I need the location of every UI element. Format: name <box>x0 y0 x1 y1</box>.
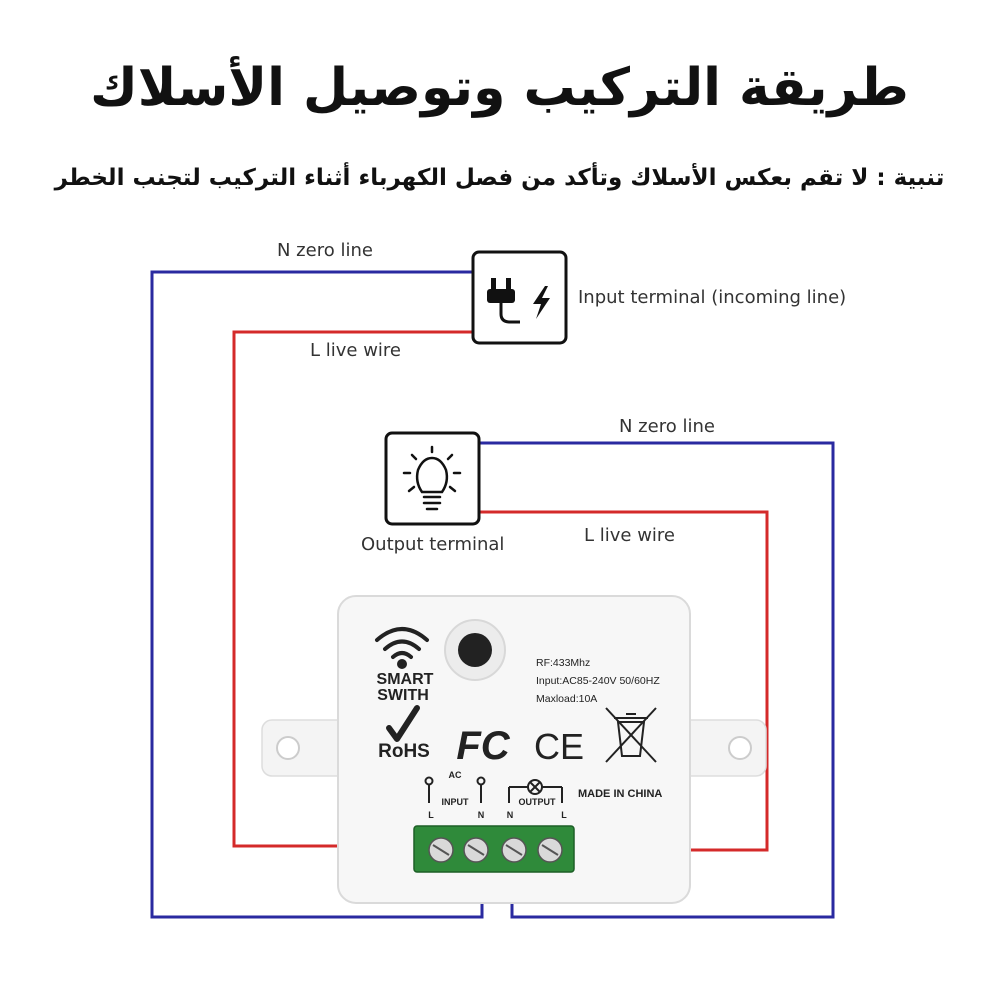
input-terminal-label: Input terminal (incoming line) <box>578 287 847 308</box>
brand-line2: SWITH <box>377 687 429 704</box>
brand-line1: SMART <box>376 671 434 688</box>
terminal-screw <box>538 838 562 862</box>
n-zero-line-label-top: N zero line <box>277 240 373 261</box>
terminal-block <box>414 826 574 872</box>
terminal-N1-label: N <box>477 810 485 820</box>
input-terminal-box <box>473 252 566 343</box>
page-title: طريقة التركيب وتوصيل الأسلاك <box>90 58 909 118</box>
spec-input: Input:AC85-240V 50/60HZ <box>536 675 660 687</box>
terminal-screw <box>464 838 488 862</box>
output-label: OUTPUT <box>518 797 556 807</box>
terminal-L2-label: L <box>561 810 567 820</box>
spec-rf: RF:433Mhz <box>536 657 591 669</box>
terminal-N2-label: N <box>506 810 514 820</box>
ac-label: AC <box>448 770 462 780</box>
spec-maxload: Maxload:10A <box>536 693 598 705</box>
l-live-wire-label-top: L live wire <box>310 340 402 361</box>
terminal-screw <box>502 838 526 862</box>
made-in-label: MADE IN CHINA <box>578 788 663 800</box>
l-live-wire-label-right: L live wire <box>584 525 676 546</box>
ce-mark: CE <box>533 726 585 767</box>
n-zero-line-label-right: N zero line <box>619 416 715 437</box>
rohs-mark: RoHS <box>378 741 430 762</box>
output-terminal-box <box>386 433 479 524</box>
fcc-mark: FC <box>456 724 510 768</box>
terminal-screw <box>429 838 453 862</box>
pairing-button <box>445 620 505 680</box>
smart-switch-module <box>262 596 766 903</box>
input-label: INPUT <box>441 797 469 807</box>
output-terminal-label: Output terminal <box>361 534 505 555</box>
terminal-L1-label: L <box>428 810 434 820</box>
warning-text: تنبية : لا تقم بعكس الأسلاك وتأكد من فصل الكهرباء أثناء التركيب لتجنب الخطر <box>54 165 945 191</box>
